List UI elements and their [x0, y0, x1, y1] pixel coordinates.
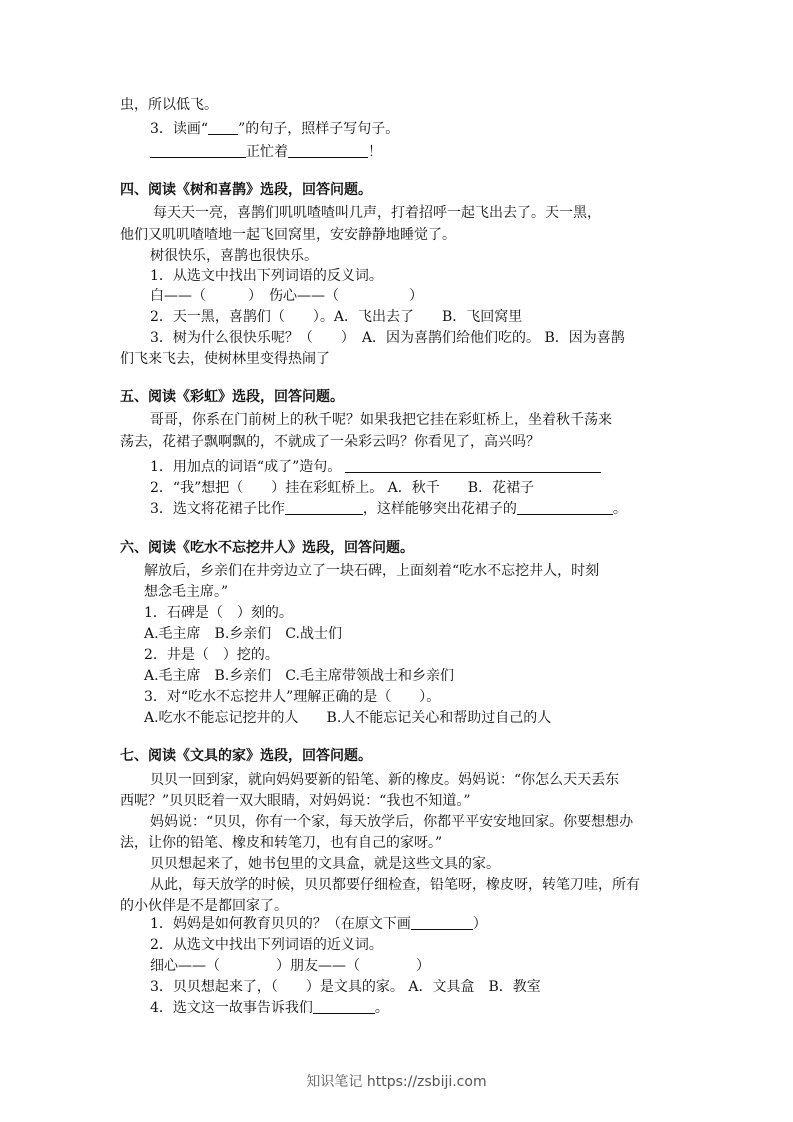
- answer-blank[interactable]: [313, 999, 375, 1014]
- question-3: 3．树为什么很快乐呢？（ ） A．因为喜鹊们给他们吃的。 B．因为喜鹊: [150, 330, 625, 346]
- passage-line: 法，让你的铅笔、橡皮和转笔刀，也有自己的家呀。”: [120, 835, 443, 851]
- question-2-options: A.毛主席 B.乡亲们 C.毛主席带领战士和乡亲们: [144, 668, 454, 684]
- passage-line: 树很快乐，喜鹊也很快乐。: [150, 248, 318, 264]
- question-text: 1．用加点的词语“成了”造句。: [150, 459, 342, 475]
- section-title: 五、阅读《彩虹》选段，回答问题。: [120, 389, 344, 405]
- question-1-options: 白——（ ） 伤心——（ ）: [150, 288, 423, 304]
- answer-blank[interactable]: [208, 120, 238, 135]
- question-3: [150, 499, 627, 519]
- question-3-cont: 们飞来飞去，使树林里变得热闹了: [120, 351, 330, 367]
- question-3: 3．贝贝想起来了，（ ）是文具的家。 A．文具盒 B．教室: [150, 979, 541, 995]
- passage-line: 从此，每天放学的时候，贝贝都要仔细检查，铅笔呀，橡皮呀，转笔刀哇，所有: [150, 877, 640, 893]
- passage-line: 他们又叽叽喳喳地一起飞回窝里，安安静静地睡觉了。: [120, 227, 456, 243]
- question-text: 。: [612, 501, 627, 517]
- section-title: 四、阅读《树和喜鹊》选段，回答问题。: [120, 182, 372, 198]
- question-text: ”的句子，照样子写句子。: [238, 121, 400, 137]
- passage-line: 每天天一亮，喜鹊们叽叽喳喳叫几声，打着招呼一起飞出去了。天一黑，: [153, 205, 601, 221]
- question-3: [150, 119, 399, 139]
- passage-line: 妈妈说：“贝贝，你有一个家，每天放学后，你都平平安安地回家。你要想想办: [150, 814, 634, 830]
- answer-blank[interactable]: [150, 143, 246, 158]
- question-text: 3．读画“: [150, 121, 209, 137]
- pattern-text: 正忙着: [246, 144, 288, 160]
- question-1-options: A.毛主席 B.乡亲们 C.战士们: [144, 626, 342, 642]
- question-1: [150, 914, 487, 934]
- question-2-options: 细心——（ ）朋友——（ ）: [150, 958, 430, 974]
- answer-blank[interactable]: [345, 458, 601, 473]
- section-title: 七、阅读《文具的家》选段，回答问题。: [120, 748, 372, 764]
- question-3: 3．对“吃水不忘挖井人”理解正确的是（ ）。: [144, 689, 441, 705]
- pattern-text: ！: [368, 144, 382, 160]
- question-text: ）: [472, 916, 487, 932]
- passage-line: 贝贝想起来了，她书包里的文具盒，就是这些文具的家。: [150, 856, 500, 872]
- passage-line: 解放后，乡亲们在井旁边立了一块石碑，上面刻着“吃水不忘挖井人，时刻: [144, 563, 600, 579]
- question-1: 1．从选文中找出下列词语的反义词。: [150, 268, 383, 284]
- answer-blank[interactable]: [288, 143, 368, 158]
- passage-line: 虫，所以低飞。: [120, 97, 218, 113]
- question-2: 2．井是（ ）挖的。: [144, 647, 279, 663]
- question-1: [150, 457, 601, 477]
- answer-blank[interactable]: [411, 915, 473, 930]
- footer-watermark: 知识笔记 https://zsbiji.com: [306, 1074, 487, 1090]
- question-1: 1．石碑是（ ）刻的。: [144, 605, 293, 621]
- passage-line: 西呢？”贝贝眨着一双大眼睛，对妈妈说：“我也不知道。”: [120, 793, 471, 809]
- passage-line: 想念毛主席。”: [144, 584, 229, 600]
- question-2: 2．天一黑，喜鹊们（ ）。A．飞出去了 B．飞回窝里: [150, 309, 523, 325]
- question-text: 。: [374, 1000, 389, 1016]
- passage-line: 荡去，花裙子飘啊飘的，不就成了一朵彩云吗？你看见了，高兴吗？: [120, 434, 540, 450]
- passage-line: 贝贝一回到家，就向妈妈要新的铅笔、新的橡皮。妈妈说：“你怎么天天丢东: [150, 772, 620, 788]
- section-title: 六、阅读《吃水不忘挖井人》选段，回答问题。: [120, 540, 414, 556]
- answer-blank[interactable]: [285, 500, 363, 515]
- passage-line: 的小伙伴是不是都回家了。: [120, 898, 288, 914]
- question-2: 2．“我”想把（ ）挂在彩虹桥上。 A．秋千 B．花裙子: [150, 480, 535, 496]
- question-text: 3．选文将花裙子比作: [150, 501, 285, 517]
- question-text: ，这样能够突出花裙子的: [362, 501, 517, 517]
- question-2: 2．从选文中找出下列词语的近义词。: [150, 937, 383, 953]
- question-4: [150, 998, 389, 1018]
- question-3-options: A.吃水不能忘记挖井的人 B.人不能忘记关心和帮助过自己的人: [144, 710, 552, 726]
- passage-line: 哥哥，你系在门前树上的秋千呢？如果我把它挂在彩虹桥上，坐着秋千荡来: [150, 412, 612, 428]
- question-text: 4．选文这一故事告诉我们: [150, 1000, 313, 1016]
- answer-blank[interactable]: [517, 500, 613, 515]
- question-text: 1．妈妈是如何教育贝贝的？（在原文下画: [150, 916, 411, 932]
- sentence-pattern: [150, 142, 382, 162]
